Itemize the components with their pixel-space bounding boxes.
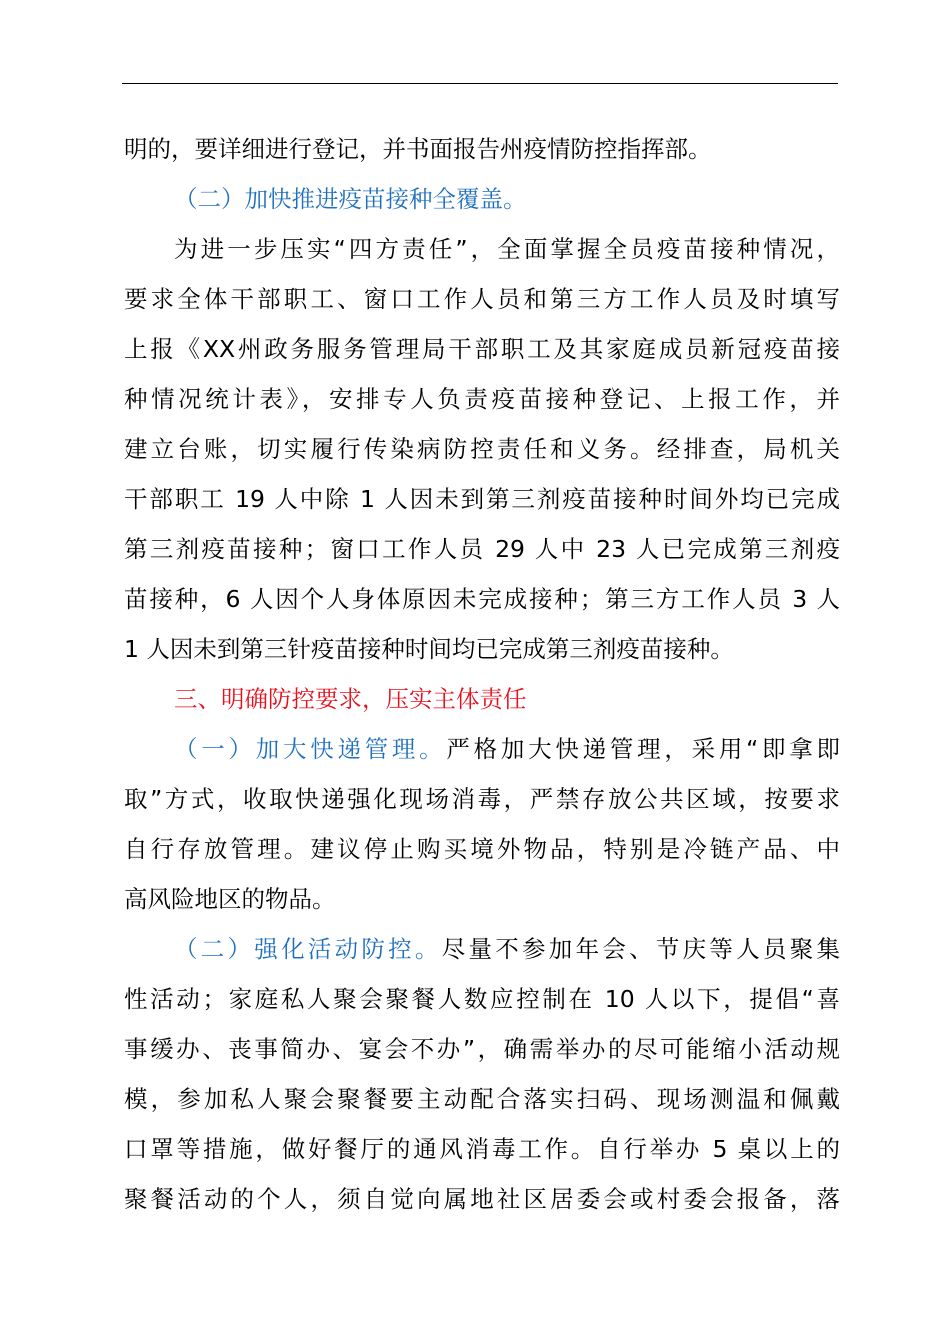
paragraph-line-14: 取”方式，收取快递强化现场消毒，严禁存放公共区域，按要求 [124, 785, 840, 813]
document-body [124, 124, 840, 1224]
paragraph-line-20: 模，参加私人聚会聚餐要主动配合落实扫码、现场测温和佩戴 [124, 1085, 840, 1113]
paragraph-line-6: 种情况统计表》，安排专人负责疫苗接种登记、上报工作，并 [124, 385, 840, 413]
header-rule [122, 83, 838, 84]
paragraph-line-17 [124, 924, 840, 974]
subheading-express-delivery: （一）加大快递管理。 [174, 735, 447, 763]
subheading-vaccination: （二）加快推进疫苗接种全覆盖。 [174, 185, 527, 213]
paragraph-line-5: 上报《XX州政务服务管理局干部职工及其家庭成员新冠疫苗接 [124, 335, 840, 363]
paragraph-line-15: 自行存放管理。建议停止购买境外物品，特别是冷链产品、中 [124, 835, 840, 863]
paragraph-line-22: 聚餐活动的个人，须自觉向属地社区居委会或村委会报备，落 [124, 1185, 840, 1213]
paragraph-line-19: 事缓办、丧事简办、宴会不办”，确需举办的尽可能缩小活动规 [124, 1035, 840, 1063]
paragraph-text-activity-control: 尽量不参加年会、节庆等人员聚集 [441, 935, 841, 963]
paragraph-line-13 [124, 724, 840, 774]
paragraph-line-7: 建立台账，切实履行传染病防控责任和义务。经排查，局机关 [124, 435, 840, 463]
heading-section-three: 三、明确防控要求，压实主体责任 [174, 685, 527, 713]
paragraph-line-1: 明的，要详细进行登记，并书面报告州疫情防控指挥部。 [124, 135, 712, 163]
paragraph-line-10: 苗接种，6 人因个人身体原因未完成接种；第三方工作人员 3 人 [124, 585, 840, 613]
paragraph-line-21: 口罩等措施，做好餐厅的通风消毒工作。自行举办 5 桌以上的 [124, 1135, 840, 1163]
paragraph-line-16: 高风险地区的物品。 [124, 885, 336, 913]
paragraph-line-8: 干部职工 19 人中除 1 人因未到第三剂疫苗接种时间外均已完成 [124, 485, 840, 513]
paragraph-line-18: 性活动；家庭私人聚会聚餐人数应控制在 10 人以下，提倡“喜 [124, 985, 840, 1013]
paragraph-line-3: 为进一步压实“四方责任”，全面掌握全员疫苗接种情况， [174, 235, 840, 263]
paragraph-line-11: 1 人因未到第三针疫苗接种时间均已完成第三剂疫苗接种。 [124, 635, 734, 663]
paragraph-text-express-delivery: 严格加大快递管理，采用“即拿即 [446, 735, 840, 763]
paragraph-line-4: 要求全体干部职工、窗口工作人员和第三方工作人员及时填写 [124, 285, 840, 313]
paragraph-line-9: 第三剂疫苗接种；窗口工作人员 29 人中 23 人已完成第三剂疫 [124, 535, 840, 563]
subheading-activity-control: （二）强化活动防控。 [174, 935, 442, 963]
